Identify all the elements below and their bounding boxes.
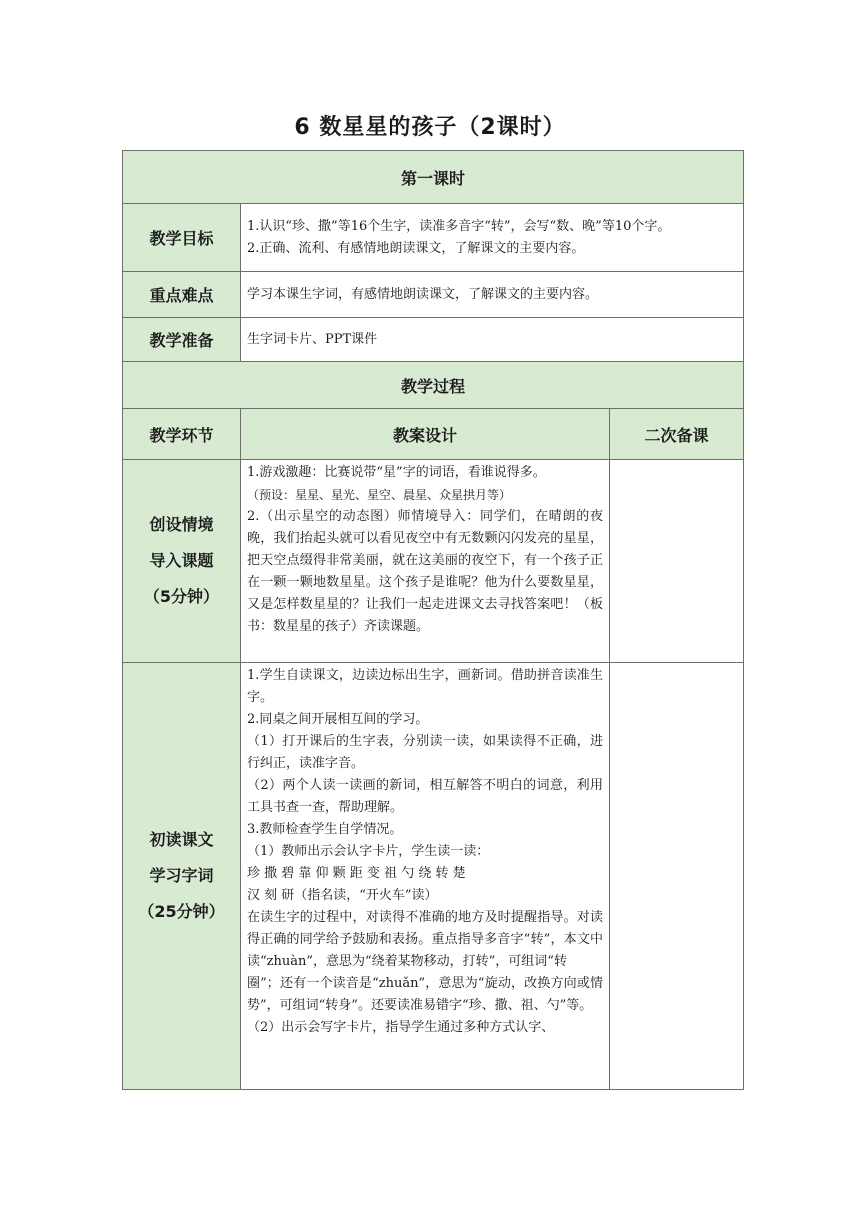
stage2-para-7: 珍 撒 碧 靠 仰 颗 距 变 祖 勺 绕 转 楚 xyxy=(247,866,466,881)
prep-content: 生字词卡片、PPT课件 xyxy=(241,318,744,362)
stage2-para-5: 3.教师检查学生自学情况。 xyxy=(247,822,403,837)
stage1-row xyxy=(123,460,744,663)
page-title: 6 数星星的孩子（2课时） xyxy=(294,115,566,140)
stage2-line-3: （25分钟） xyxy=(138,902,225,921)
stage1-line-2: 导入课题 xyxy=(149,551,214,570)
goals-line-1: 1.认识“珍、撒”等16个生字，读准多音字“转”，会写“数、晚”等10个字。 xyxy=(247,218,671,234)
stage2-line-2: 学习字词 xyxy=(149,866,214,885)
column-header-row xyxy=(123,409,744,460)
stage2-para-8: 汉 刻 研（指名读，“开火车”读） xyxy=(247,888,438,903)
stage1-para-1: 1.游戏激趣：比赛说带“星”字的词语，看谁说得多。 xyxy=(247,465,546,480)
stage2-para-10: 圈”；还有一个读音是“zhuǎn”，意思为“旋动，改换方向或情势”，可组词“转身”。还要读准易错字“珍、撒、祖、勺”等。 xyxy=(247,976,603,1013)
column-stage-header: 教学环节 xyxy=(123,409,241,460)
column-design-header: 教案设计 xyxy=(241,409,610,460)
stage2-row xyxy=(123,663,744,1090)
stage1-label xyxy=(123,460,241,663)
process-header: 教学过程 xyxy=(123,362,744,409)
stage1-content xyxy=(241,460,610,663)
prep-row xyxy=(123,318,744,362)
goals-label: 教学目标 xyxy=(123,204,241,272)
stage2-para-9: 在读生字的过程中，对读得不准确的地方及时提醒指导。对读得正确的同学给予鼓励和表扬。重点指导多音字“转”，本文中读“zhuàn”，意思为“绕着某物移动，打转”，可组词“转 xyxy=(247,910,603,969)
stage1-para-2: （预设：星星、星光、星空、晨星、众星拱月等） xyxy=(247,488,512,502)
goals-line-2: 2.正确、流利、有感情地朗读课文，了解课文的主要内容。 xyxy=(247,240,585,256)
stage1-para-3: 2.（出示星空的动态图）师情境导入：同学们，在晴朗的夜晚，我们抬起头就可以看见夜空中有无数颗闪闪发亮的星星，把天空点缀得非常美丽，就在这美丽的夜空下，有一个孩子正在一颗一颗地数星星。这个孩子是谁呢？他为什么要数星星，又是怎样数星星的？让我们一起走进课文去寻找答案吧！（板书：数星星的孩子）齐读课题。 xyxy=(247,509,603,634)
prep-label: 教学准备 xyxy=(123,318,241,362)
key-points-content: 学习本课生字词，有感情地朗读课文，了解课文的主要内容。 xyxy=(241,272,744,318)
stage2-para-3: （1）打开课后的生字表，分别读一读，如果读得不正确，进行纠正，读准字音。 xyxy=(247,734,603,771)
stage2-line-1: 初读课文 xyxy=(149,830,214,849)
lesson-plan-table xyxy=(122,150,744,1090)
stage2-second-prep xyxy=(610,663,744,1090)
goals-row xyxy=(123,204,744,272)
stage1-line-3: （5分钟） xyxy=(143,587,220,606)
stage2-para-2: 2.同桌之间开展相互间的学习。 xyxy=(247,712,429,727)
stage2-para-11: （2）出示会写字卡片，指导学生通过多种方式认字、 xyxy=(247,1020,555,1035)
lesson-header: 第一课时 xyxy=(123,151,744,204)
key-points-label: 重点难点 xyxy=(123,272,241,318)
goals-content xyxy=(241,204,744,272)
stage2-label xyxy=(123,663,241,1090)
process-header-row xyxy=(123,362,744,409)
stage2-para-1: 1.学生自读课文，边读边标出生字，画新词。借助拼音读准生字。 xyxy=(247,668,603,705)
stage1-line-1: 创设情境 xyxy=(149,515,214,534)
column-second-header: 二次备课 xyxy=(610,409,744,460)
stage2-para-6: （1）教师出示会认字卡片，学生读一读： xyxy=(247,844,490,859)
stage2-para-4: （2）两个人读一读画的新词，相互解答不明白的词意，利用工具书查一查，帮助理解。 xyxy=(247,778,603,815)
lesson-header-row xyxy=(123,151,744,204)
key-points-row xyxy=(123,272,744,318)
stage2-content xyxy=(241,663,610,1090)
stage1-second-prep xyxy=(610,460,744,663)
